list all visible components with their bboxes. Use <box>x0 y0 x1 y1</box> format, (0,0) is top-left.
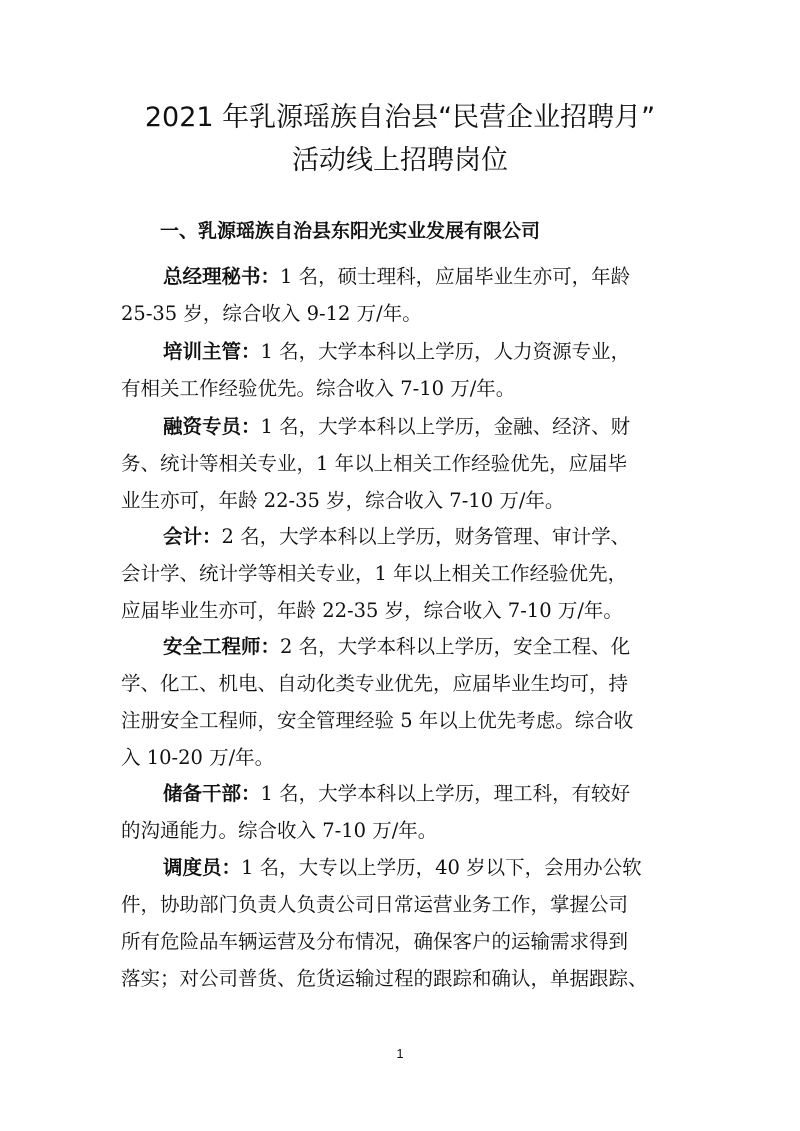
entry-line: 注册安全工程师，安全管理经验 5 年以上优先考虑。综合收 <box>121 709 634 732</box>
job-title: 总经理秘书： <box>163 265 281 288</box>
job-entry <box>121 258 681 332</box>
job-detail: 1 名，硕士理科，应届毕业生亦可，年龄 <box>280 265 631 288</box>
entry-line: 业生亦可，年龄 22-35 岁，综合收入 7-10 万/年。 <box>121 489 565 512</box>
entry-line <box>121 775 681 812</box>
job-entry <box>121 333 681 407</box>
document-title-line-1: 2021 年乳源瑶族自治县“民营企业招聘月” <box>144 102 656 133</box>
job-title: 储备干部： <box>163 782 261 805</box>
entry-line <box>121 408 681 445</box>
job-detail: 1 名，大学本科以上学历，人力资源专业， <box>260 340 631 363</box>
job-detail: 1 名，大学本科以上学历，金融、经济、财 <box>260 415 631 438</box>
entry-line: 所有危险品车辆运营及分布情况，确保客户的运输需求得到 <box>121 930 629 953</box>
job-title: 会计： <box>163 525 222 548</box>
entry-line: 应届毕业生亦可，年龄 22-35 岁，综合收入 7-10 万/年。 <box>121 599 623 622</box>
job-entry <box>121 628 681 776</box>
entry-line <box>121 258 681 295</box>
job-entry <box>121 849 681 997</box>
job-entry <box>121 775 681 849</box>
entry-line <box>121 333 681 370</box>
job-entry <box>121 518 681 629</box>
job-title: 培训主管： <box>163 340 261 363</box>
job-detail: 2 名，大学本科以上学历，财务管理、审计学、 <box>221 525 631 548</box>
entry-line: 25-35 岁，综合收入 9-12 万/年。 <box>121 302 422 325</box>
entry-line: 入 10-20 万/年。 <box>121 746 275 769</box>
job-title: 安全工程师： <box>163 635 281 658</box>
entry-line: 落实；对公司普货、危货运输过程的跟踪和确认，单据跟踪、 <box>121 967 648 990</box>
entry-line: 会计学、统计学等相关专业，1 年以上相关工作经验优先， <box>121 562 628 585</box>
entry-line <box>121 849 681 886</box>
page-number: 1 <box>396 1046 404 1061</box>
entry-line <box>121 628 681 665</box>
entry-line: 务、统计等相关专业，1 年以上相关工作经验优先，应届毕 <box>121 452 628 475</box>
job-detail: 1 名，大学本科以上学历，理工科，有较好 <box>260 782 631 805</box>
document-title-line-2: 活动线上招聘岗位 <box>292 145 508 176</box>
job-entry <box>121 408 681 519</box>
job-title: 融资专员： <box>163 415 261 438</box>
job-detail: 1 名，大专以上学历，40 岁以下，会用办公软 <box>241 856 642 879</box>
entry-line: 学、化工、机电、自动化类专业优先，应届毕业生均可，持 <box>121 672 629 695</box>
job-detail: 2 名，大学本科以上学历，安全工程、化 <box>280 635 631 658</box>
entry-line: 的沟通能力。综合收入 7-10 万/年。 <box>121 819 438 842</box>
entry-line <box>121 518 681 555</box>
job-title: 调度员： <box>163 856 242 879</box>
entry-line: 件，协助部门负责人负责公司日常运营业务工作，掌握公司 <box>121 893 629 916</box>
section-heading: 一、乳源瑶族自治县东阳光实业发展有限公司 <box>160 220 541 242</box>
entry-line: 有相关工作经验优先。综合收入 7-10 万/年。 <box>121 377 516 400</box>
